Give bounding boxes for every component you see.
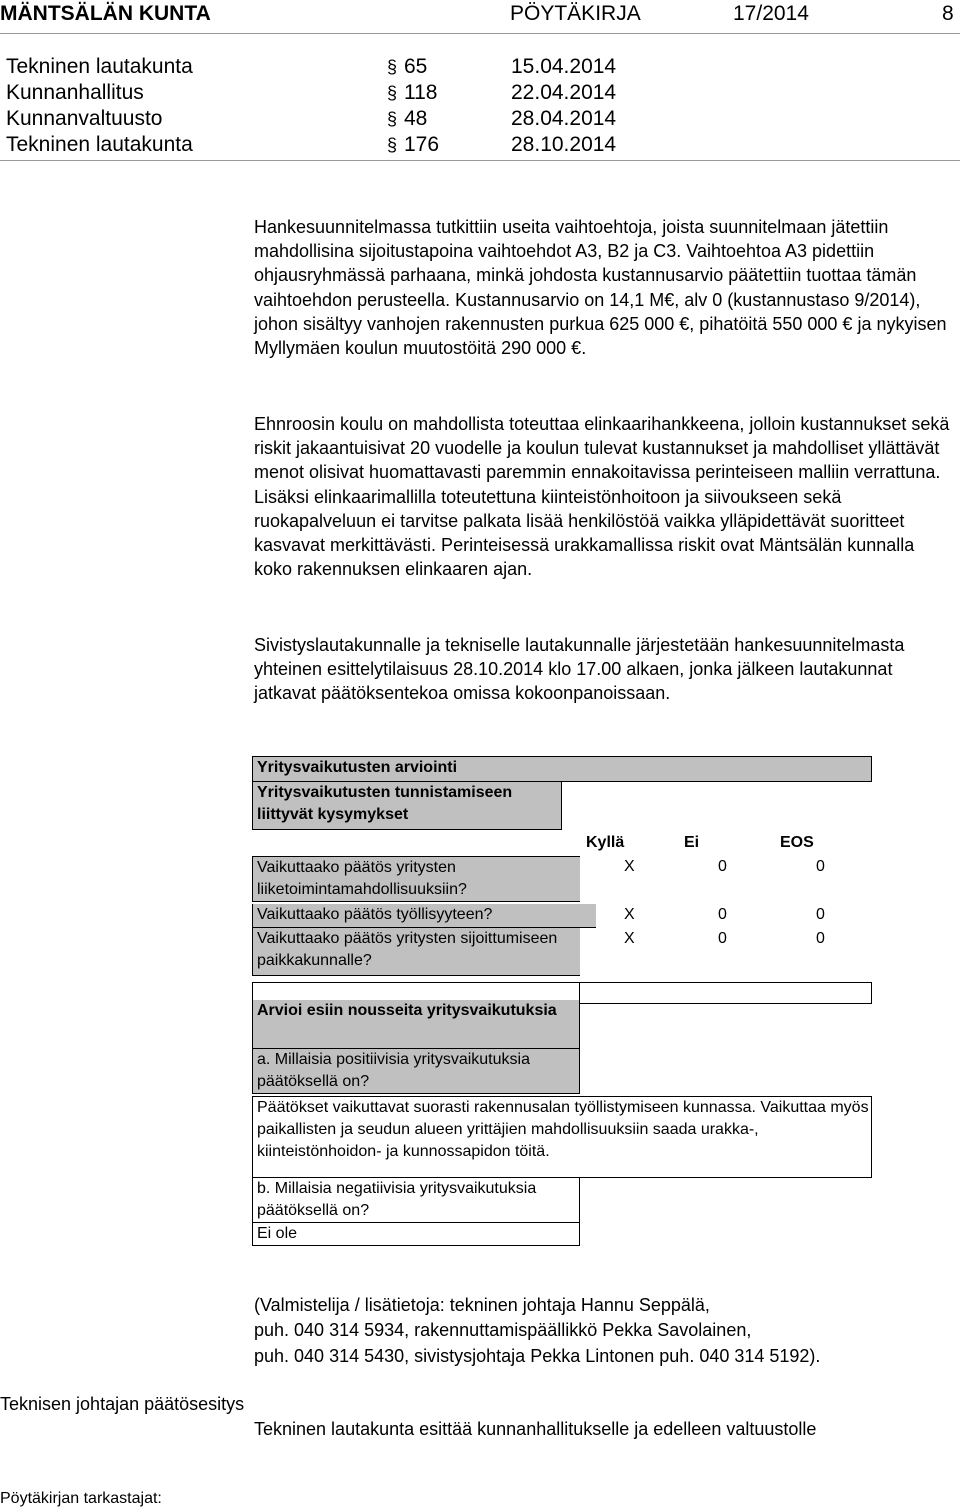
answer-no: 0 [718,930,727,947]
positive-impact-question: a. Millaisia positiivisia yritysvaikutuksia päätöksellä on? [252,1048,580,1094]
column-header-no: Ei [684,834,700,851]
question-text: Vaikuttaako päätös yritysten liiketoimintamahdollisuuksiin? [252,856,580,902]
body-paragraph: Hankesuunnitelmassa tutkittiin useita vaihtoehtoja, joista suunnitelmaan jätettiin mahdollisina sijoitustapoina vaihtoehdot A3, B2 ja C3. Vaihtoehtoa A3 pidettiin ohjausryhmässä parhaana, minkä johdosta kustannusarvio päätettiin tuottaa tämän vaihtoehdon perusteella. Kustannusarvio on 14,1 M€, alv 0 (kustannustaso 9/2014), johon sisältyy vanhojen rakennusten purkua 625 000 €, pihatöitä 550 000 € ja nykyisen Myllymäen koulun muutostöitä 290 000 €. [254,217,947,359]
contact-line: puh. 040 314 5934, rakennuttamispäällikkö Pekka Savolainen, [254,1320,752,1340]
body-paragraph: Sivistyslautakunnalle ja tekniselle lautakunnalle järjestetään hankesuunnitelmasta yhteinen esittelytilaisuus 28.10.2014 klo 17.00 alkaen, jonka jälkeen lautakunnat jatkavat päätöksentekoa omissa kokoonpanoissaan. [254,635,905,704]
contact-line: (Valmistelija / lisätietoja: tekninen johtaja Hannu Seppälä, [254,1295,710,1315]
reference-number: 48 [404,107,428,130]
header-divider [0,33,960,34]
municipality-name: MÄNTSÄLÄN KUNTA [0,2,211,25]
question-row [252,856,872,902]
body-paragraph: Ehnroosin koulu on mahdollista toteuttaa elinkaarihankkeena, jolloin kustannukset sekä riskit jakaantuisivat 20 vuodelle ja koulun tulevat kustannukset ja mahdolliset yllättävät menot olisivat huomattavasti paremmin ennakoitavissa perinteiseen malliin verrattuna. Lisäksi elinkaarimallilla toteutettuna kiinteistönhoitoon ja siivoukseen sekä ruokapalveluun ei tarvitse palkata lisää henkilöstöä vaikka ylläpidettävät suoritteet kasvavat merkittävästi. Perinteisessä urakkamallissa riskit ovat Mäntsälän kunnalla koko rakennuksen elinkaaren ajan. [254,414,950,580]
question-row [252,928,872,976]
question-row [252,904,872,928]
answer-eos: 0 [816,858,825,875]
estimate-title: Arvioi esiin nousseita yritysvaikutuksia [252,1000,580,1048]
section-sign-icon [386,109,400,129]
proposal-text: Tekninen lautakunta esittää kunnanhallitukselle ja edelleen valtuustolle [254,1419,817,1439]
answer-yes: X [624,858,635,875]
svg-text:§: § [387,109,398,129]
reference-number: 65 [404,55,428,78]
svg-text:§: § [387,135,398,155]
section-sign-icon [386,57,400,77]
document-number: 17/2014 [733,2,809,25]
answer-no: 0 [718,906,727,923]
reference-date: 15.04.2014 [511,55,617,78]
reviewers-label: Pöytäkirjan tarkastajat: [0,1490,162,1507]
reference-body: Kunnanvaltuusto [6,107,163,130]
reference-date: 28.04.2014 [511,107,617,130]
section-sign-icon [386,83,400,103]
answer-yes: X [624,930,635,947]
reference-date: 28.10.2014 [511,133,617,156]
assessment-subtitle: Yritysvaikutusten tunnistamiseen liittyvät kysymykset [252,782,562,830]
answer-yes: X [624,906,635,923]
answer-no: 0 [718,858,727,875]
page-number: 8 [942,2,954,25]
question-text: Vaikuttaako päätös yritysten sijoittumiseen paikkakunnalle? [252,928,580,976]
question-text: Vaikuttaako päätös työllisyyteen? [252,904,596,928]
reference-body: Kunnanhallitus [6,81,144,104]
positive-impact-answer: Päätökset vaikuttavat suorasti rakennusalan työllistymiseen kunnassa. Vaikuttaa myös paikallisten ja seudun alueen yrittäjien mahdollisuuksiin saada urakka-, kiinteistönhoidon- ja kunnossapidon töitä. [252,1096,872,1178]
reference-number: 118 [404,81,438,104]
reference-body: Tekninen lautakunta [6,55,193,78]
document-type: PÖYTÄKIRJA [510,2,641,25]
answer-eos: 0 [816,930,825,947]
reference-divider [0,160,960,161]
column-header-yes: Kyllä [586,834,625,851]
answer-eos: 0 [816,906,825,923]
reference-number: 176 [404,133,440,156]
contact-line: puh. 040 314 5430, sivistysjohtaja Pekka Lintonen puh. 040 314 5192). [254,1346,821,1366]
reference-body: Tekninen lautakunta [6,133,193,156]
negative-impact-question: b. Millaisia negatiivisia yritysvaikutuksia päätöksellä on? [252,1178,580,1226]
reference-date: 22.04.2014 [511,81,617,104]
svg-text:§: § [387,83,398,103]
proposal-label: Teknisen johtajan päätösesitys [0,1394,245,1414]
negative-impact-answer: Ei ole [252,1222,580,1246]
assessment-title: Yritysvaikutusten arviointi [252,756,872,782]
section-sign-icon [386,135,400,155]
column-header-eos: EOS [780,834,814,851]
svg-text:§: § [387,57,398,77]
